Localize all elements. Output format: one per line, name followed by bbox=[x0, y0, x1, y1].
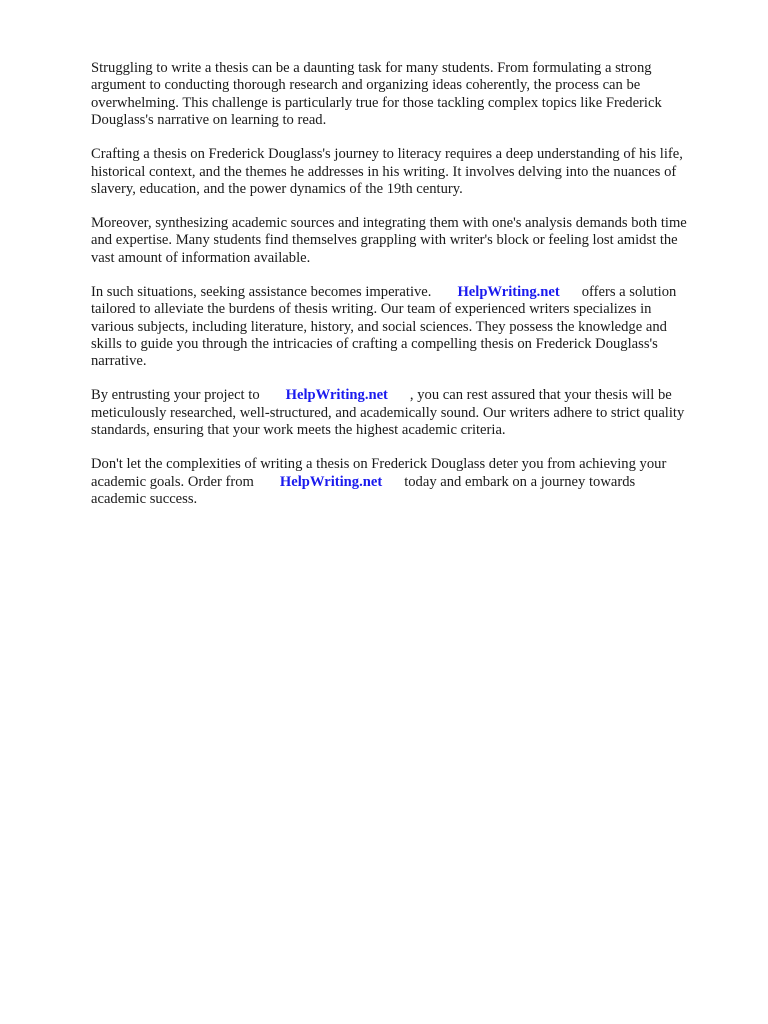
text-line: and expertise. Many students find themselves grappling with writer's block or feeling lost amidst the bbox=[91, 232, 678, 249]
text-line: narrative. bbox=[91, 353, 147, 370]
text-line: historical context, and the themes he addresses in his writing. It involves delving into the nuances of bbox=[91, 163, 677, 180]
text-line: argument to conducting thorough research and organizing ideas coherently, the process can be bbox=[91, 77, 641, 94]
text-line: vast amount of information available. bbox=[91, 249, 311, 266]
document-body bbox=[91, 60, 731, 525]
text-line: Struggling to write a thesis can be a daunting task for many students. From formulating a strong bbox=[91, 60, 652, 76]
text-line: standards, ensuring that your work meets the highest academic criteria. bbox=[91, 422, 506, 439]
text-line: various subjects, including literature, history, and social sciences. They possess the knowledge and bbox=[91, 318, 667, 335]
text-line: tailored to alleviate the burdens of thesis writing. Our team of experienced writers specializes in bbox=[91, 301, 652, 318]
helpwriting-link[interactable]: HelpWriting.net bbox=[285, 387, 388, 404]
helpwriting-link[interactable]: HelpWriting.net bbox=[279, 473, 383, 490]
text-line: slavery, education, and the power dynamics of the 19th century. bbox=[91, 181, 463, 198]
paragraph-3 bbox=[91, 215, 731, 267]
text-segment: In such situations, seeking assistance becomes imperative. bbox=[91, 283, 432, 300]
text-segment: By entrusting your project to bbox=[91, 387, 260, 404]
text-segment: today and embark on a journey towards bbox=[404, 473, 636, 490]
text-line: Moreover, synthesizing academic sources and integrating them with one's analysis demands both time bbox=[91, 215, 687, 232]
text-segment: academic goals. Order from bbox=[91, 473, 254, 490]
text-line bbox=[91, 387, 731, 404]
paragraph-5 bbox=[91, 387, 731, 439]
paragraph-1 bbox=[91, 60, 731, 130]
text-segment: offers a solution bbox=[581, 283, 677, 300]
text-line bbox=[91, 284, 731, 301]
paragraph-4 bbox=[91, 284, 731, 371]
text-line bbox=[91, 474, 731, 491]
text-segment: , you can rest assured that your thesis will be bbox=[409, 387, 672, 404]
helpwriting-link[interactable]: HelpWriting.net bbox=[457, 283, 560, 300]
paragraph-6 bbox=[91, 456, 731, 508]
text-line: skills to guide you through the intricacies of crafting a compelling thesis on Frederick Douglass's bbox=[91, 336, 658, 353]
text-line: academic success. bbox=[91, 491, 198, 508]
text-line: meticulously researched, well-structured, and academically sound. Our writers adhere to strict quality bbox=[91, 404, 685, 421]
text-line: Don't let the complexities of writing a thesis on Frederick Douglass deter you from achieving your bbox=[91, 456, 667, 473]
paragraph-2 bbox=[91, 146, 731, 198]
text-line: overwhelming. This challenge is particularly true for those tackling complex topics like Frederick bbox=[91, 94, 662, 111]
text-line: Crafting a thesis on Frederick Douglass's journey to literacy requires a deep understanding of his life, bbox=[91, 146, 683, 163]
text-line: Douglass's narrative on learning to read. bbox=[91, 112, 327, 129]
